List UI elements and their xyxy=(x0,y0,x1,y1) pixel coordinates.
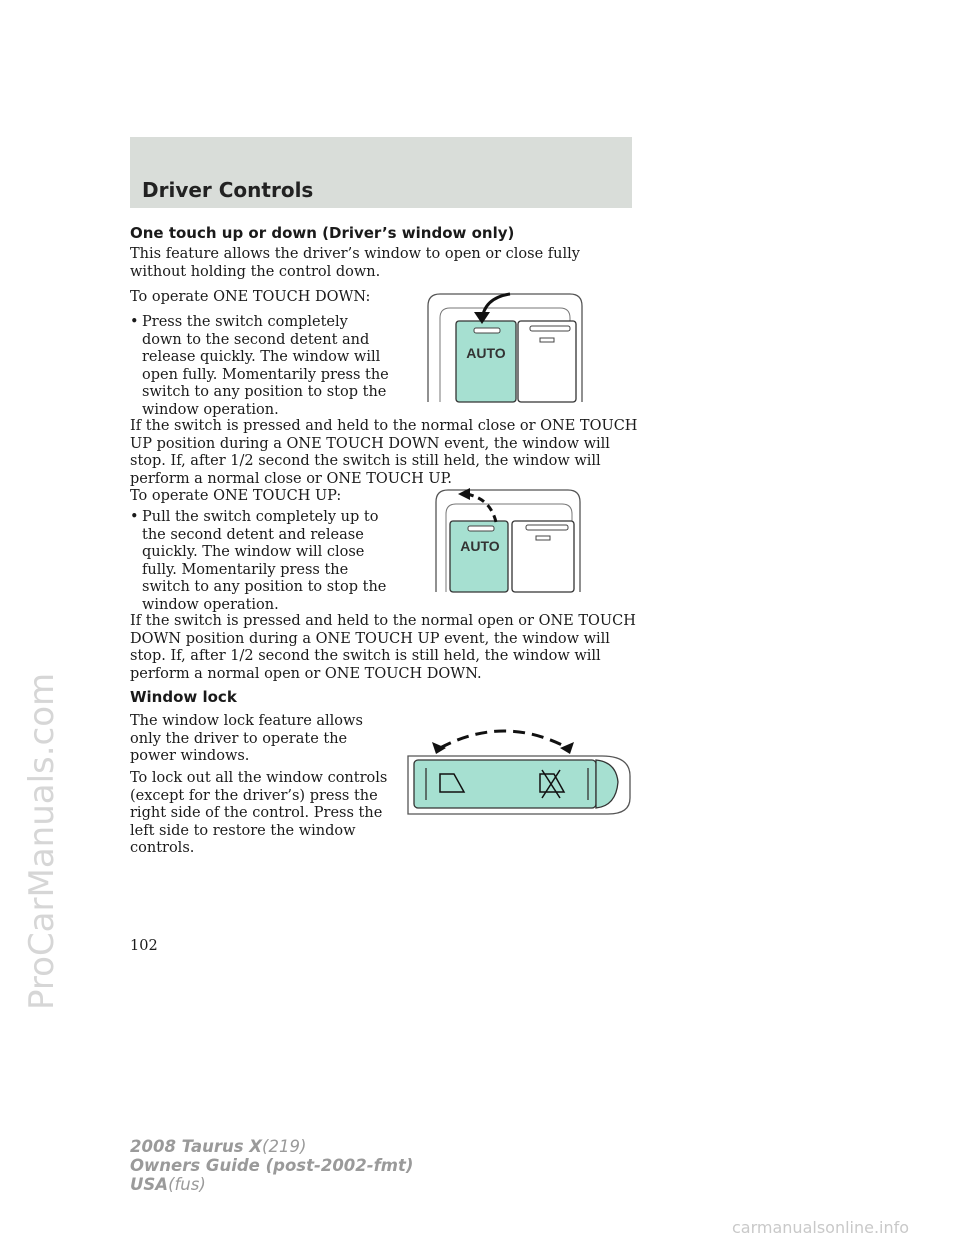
footer-region-code: (fus) xyxy=(168,1175,206,1194)
auto-switch-label: AUTO xyxy=(466,345,506,361)
section-title: Driver Controls xyxy=(142,178,314,202)
bullet-glyph: • xyxy=(130,314,139,330)
up-arrow-icon xyxy=(466,494,496,522)
window-lock-switch xyxy=(414,760,596,808)
side-watermark: ProCarManuals.com xyxy=(22,672,62,1010)
footer-model-code: (219) xyxy=(262,1137,307,1156)
one-touch-down-label: To operate ONE TOUCH DOWN: xyxy=(130,289,371,305)
footer-watermark: carmanualsonline.info xyxy=(732,1218,910,1237)
auto-switch xyxy=(450,521,508,592)
one-touch-down-note: If the switch is pressed and held to the normal close or ONE TOUCH UP position during a ONE TOUCH DOWN event, the window will stop. If, after 1/2 second the switch is still held, the window will perform a normal close or ONE TOUCH UP. xyxy=(130,418,638,487)
footer-guide: Owners Guide (post-2002-fmt) xyxy=(130,1156,414,1175)
one-touch-up-note: If the switch is pressed and held to the normal open or ONE TOUCH DOWN position during a ONE TOUCH UP event, the window will stop. If, after 1/2 second the switch is still held, the window will perform a normal open or ONE TOUCH DOWN. xyxy=(130,613,636,682)
footer-model: 2008 Taurus X xyxy=(130,1137,263,1156)
passenger-switch xyxy=(512,521,574,592)
one-touch-down-figure xyxy=(418,288,596,406)
one-touch-up-bullet: Pull the switch completely up to the second detent and release quickly. The window will close fully. Momentarily press the switch to any position to stop the window operation. xyxy=(142,509,387,613)
lock-arrow-icon xyxy=(440,731,568,748)
window-lock-p1: The window lock feature allows only the driver to operate the power windows. xyxy=(130,713,363,765)
page-number: 102 xyxy=(130,938,158,954)
bullet-glyph: • xyxy=(130,509,139,525)
one-touch-intro: This feature allows the driver’s window to open or close fully without holding the control down. xyxy=(130,246,580,280)
window-lock-heading: Window lock xyxy=(130,688,237,706)
one-touch-heading: One touch up or down (Driver’s window only) xyxy=(130,224,515,242)
window-lock-p2: To lock out all the window controls (except for the driver’s) press the right side of the control. Press the left side to restore the window controls. xyxy=(130,770,388,857)
one-touch-up-label: To operate ONE TOUCH UP: xyxy=(130,488,342,504)
auto-switch-label: AUTO xyxy=(460,538,500,554)
footer-region: USA xyxy=(130,1175,169,1194)
one-touch-up-figure xyxy=(430,484,590,596)
one-touch-down-bullet: Press the switch completely down to the second detent and release quickly. The window will open fully. Momentarily press the switch to any position to stop the window operation. xyxy=(142,314,389,418)
window-lock-figure xyxy=(404,720,636,820)
passenger-switch xyxy=(518,321,576,402)
document-footer xyxy=(130,1137,413,1194)
